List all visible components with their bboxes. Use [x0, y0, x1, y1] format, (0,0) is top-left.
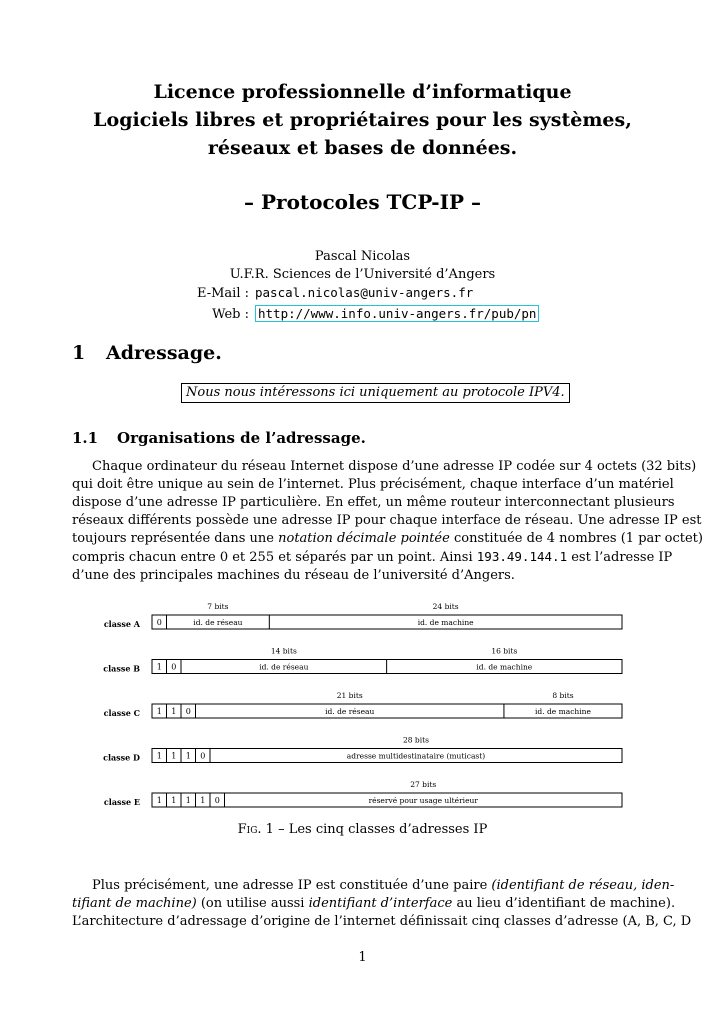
paragraph-line: Chaque ordinateur du réseau Internet dispose d’une adresse IP codée sur 4 octets (32 bits): [92, 459, 697, 474]
field-bit-count: 27 bits: [410, 780, 437, 789]
field-bit-count: 28 bits: [403, 735, 429, 745]
paragraph-line: d’une des principales machines du réseau de l’université d’Angers.: [72, 568, 515, 583]
email-address: pascal.nicolas@univ-angers.fr: [255, 285, 474, 300]
document-subtitle: – Protocoles TCP-IP –: [244, 190, 481, 214]
prefix-bit: 1: [200, 796, 206, 805]
prefix-bit: 0: [156, 618, 162, 627]
field-label: id. de machine: [535, 707, 591, 716]
paragraph-line: [72, 895, 676, 913]
paragraph-line: réseaux différents possède une adresse IP pour chaque interface de réseau. Une adresse IP est: [72, 513, 702, 528]
text-run: Plus précisément, une adresse IP est constituée d’une paire: [92, 878, 488, 893]
figure-caption: [60, 822, 665, 837]
section-number: 1: [72, 342, 86, 364]
title-line-3: réseaux et bases de données.: [207, 137, 518, 159]
paragraph-line: L’architecture d’adressage d’origine de l’internet définissait cinq classes d’adresse (A, B, C, D: [72, 914, 692, 929]
text-run: au lieu d’identifiant de machine).: [456, 896, 676, 911]
subsection-number: 1.1: [72, 429, 99, 447]
field-label: id. de machine: [476, 662, 533, 672]
field-label: id. de réseau: [259, 662, 309, 672]
field-label: adresse multidestinataire (muticast): [346, 751, 486, 761]
field-bit-count: 24 bits: [432, 602, 459, 611]
document-title: [60, 78, 665, 162]
paragraph-line: [72, 548, 673, 567]
text-run: compris chacun entre 0 et 255 et séparés par un point. Ainsi: [72, 550, 473, 565]
field-bit-count: 21 bits: [336, 691, 363, 700]
author-name: Pascal Nicolas: [314, 249, 411, 264]
class-label: classe A: [103, 619, 140, 629]
paragraph-line: qui doit être unique au sein de l’internet. Plus précisément, chaque interface d’un matériel: [72, 477, 674, 492]
text-run: (on utilise aussi: [200, 896, 305, 911]
emphasis-text: (identifiant de réseau, iden-: [491, 878, 675, 893]
web-row: [183, 304, 539, 325]
prefix-bit: 1: [156, 662, 162, 672]
email-row: [183, 283, 539, 304]
field-bit-count: 7 bits: [207, 602, 229, 611]
note-box: Nous nous intéressons ici uniquement au protocole IPV4.: [181, 383, 570, 403]
text-run: est l’adresse IP: [571, 550, 673, 565]
prefix-bit: 1: [185, 796, 191, 805]
field-label: id. de réseau: [325, 707, 375, 716]
paragraph-line: dispose d’une adresse IP particulière. En effet, un même routeur interconnectant plusieurs: [72, 495, 675, 510]
figure-caption-text: – Les cinq classes d’adresses IP: [273, 822, 488, 837]
contact-block: [183, 283, 539, 325]
prefix-bit: 1: [171, 707, 177, 716]
author-affiliation: U.F.R. Sciences de l’Université d’Angers: [229, 267, 496, 282]
prefix-bit: 1: [185, 751, 191, 761]
web-label: Web :: [212, 307, 249, 322]
title-line-2: Logiciels libres et propriétaires pour les systèmes,: [93, 109, 632, 131]
field-bit-count: 8 bits: [552, 691, 574, 700]
class-label: classe C: [103, 708, 140, 718]
class-label: classe B: [103, 663, 140, 674]
prefix-bit: 0: [200, 751, 206, 761]
paragraph-line: [72, 530, 703, 548]
prefix-bit: 1: [156, 796, 162, 805]
prefix-bit: 1: [171, 796, 177, 805]
paragraph-addressing: [72, 458, 703, 585]
title-line-1: Licence professionnelle d’informatique: [153, 81, 572, 103]
web-link[interactable]: http://www.info.univ-angers.fr/pub/pn: [255, 305, 539, 322]
class-label: classe E: [103, 797, 140, 807]
subsection-heading: [72, 429, 366, 447]
text-run: toujours représentée dans une: [72, 531, 274, 546]
section-heading: [72, 342, 222, 364]
paragraph-line: [72, 877, 675, 895]
paragraph-address-pair: [72, 877, 692, 931]
field-bit-count: 16 bits: [491, 646, 518, 656]
emphasis-text: notation décimale pointée: [278, 531, 450, 546]
emphasis-text: identifiant d’interface: [308, 896, 453, 911]
prefix-bit: 1: [171, 751, 177, 761]
prefix-bit: 0: [171, 662, 177, 672]
field-label: id. de réseau: [193, 618, 243, 627]
text-run: constituée de 4 nombres (1 par octet): [453, 531, 703, 546]
ip-classes-figure: [100, 596, 630, 818]
class-label: classe D: [103, 752, 140, 763]
prefix-bit: 1: [156, 751, 162, 761]
prefix-bit: 0: [214, 796, 220, 805]
page-number: 1: [358, 950, 367, 965]
field-bit-count: 14 bits: [270, 646, 297, 656]
prefix-bit: 1: [156, 707, 162, 716]
emphasis-text: tifiant de machine): [72, 896, 197, 911]
email-label: E-Mail :: [196, 286, 249, 301]
subsection-title: Organisations de l’adressage.: [117, 429, 366, 447]
field-label: réservé pour usage ultérieur: [368, 796, 478, 805]
section-title: Adressage.: [106, 342, 222, 364]
field-label: id. de machine: [417, 618, 474, 627]
code-ip-address: 193.49.144.1: [476, 549, 568, 564]
prefix-bit: 0: [185, 707, 191, 716]
author-block: [60, 248, 665, 284]
figure-caption-label: Fig. 1: [237, 822, 274, 837]
